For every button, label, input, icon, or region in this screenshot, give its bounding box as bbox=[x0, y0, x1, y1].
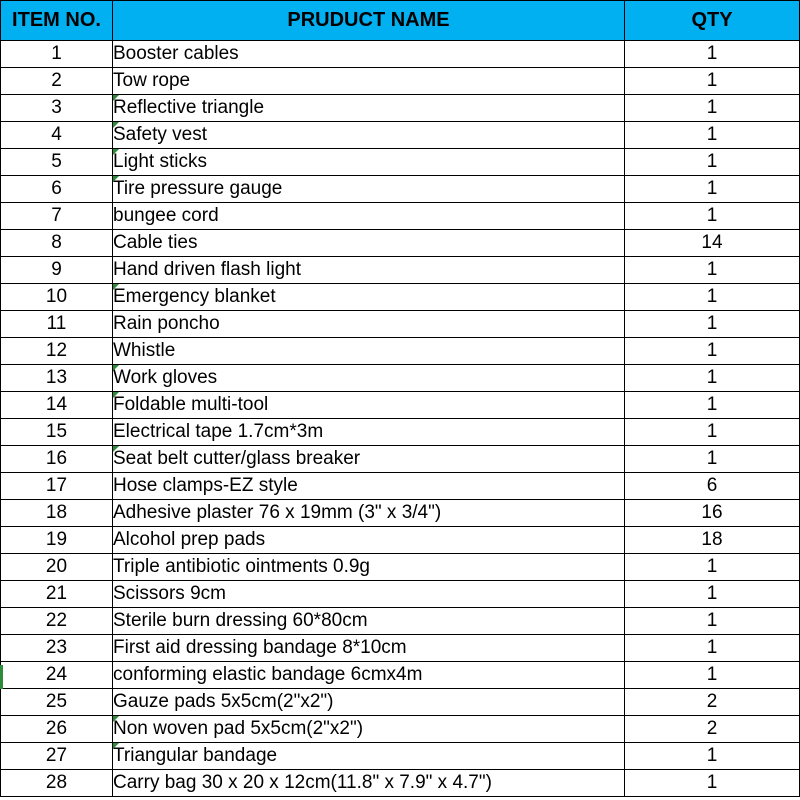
product-name-cell[interactable] bbox=[113, 446, 625, 473]
item-number-cell[interactable]: 9 bbox=[1, 257, 113, 284]
item-number-cell[interactable]: 1 bbox=[1, 41, 113, 68]
cell-note-indicator-icon bbox=[113, 149, 119, 155]
cell-note-indicator-icon bbox=[113, 743, 119, 749]
product-name-text: Reflective triangle bbox=[113, 97, 265, 118]
table-row bbox=[1, 743, 800, 770]
product-name-text: Triple antibiotic ointments 0.9g bbox=[113, 556, 370, 577]
quantity-cell[interactable]: 1 bbox=[625, 257, 800, 284]
product-name-text: Carry bag 30 x 20 x 12cm(11.8" x 7.9" x 4.7") bbox=[113, 772, 492, 793]
product-name-cell[interactable] bbox=[113, 527, 625, 554]
item-number-cell[interactable]: 16 bbox=[1, 446, 113, 473]
item-number-cell[interactable]: 10 bbox=[1, 284, 113, 311]
item-number-cell[interactable]: 13 bbox=[1, 365, 113, 392]
product-name-text: Emergency blanket bbox=[113, 286, 276, 307]
product-name-cell[interactable] bbox=[113, 149, 625, 176]
product-name-cell[interactable] bbox=[113, 203, 625, 230]
item-number-cell[interactable]: 7 bbox=[1, 203, 113, 230]
table-row bbox=[1, 419, 800, 446]
item-number-cell[interactable]: 8 bbox=[1, 230, 113, 257]
table-row bbox=[1, 689, 800, 716]
row-edge-marker bbox=[0, 665, 3, 689]
quantity-cell[interactable]: 1 bbox=[625, 311, 800, 338]
table-row bbox=[1, 662, 800, 689]
table-row bbox=[1, 473, 800, 500]
quantity-cell[interactable]: 14 bbox=[625, 230, 800, 257]
quantity-cell[interactable]: 1 bbox=[625, 581, 800, 608]
item-number-cell[interactable]: 27 bbox=[1, 743, 113, 770]
item-number-cell[interactable]: 19 bbox=[1, 527, 113, 554]
table-row bbox=[1, 338, 800, 365]
table-row bbox=[1, 716, 800, 743]
item-number-cell[interactable]: 26 bbox=[1, 716, 113, 743]
product-name-cell[interactable] bbox=[113, 581, 625, 608]
header-item-no[interactable]: ITEM NO. bbox=[1, 1, 113, 41]
quantity-cell[interactable]: 1 bbox=[625, 419, 800, 446]
product-name-cell[interactable] bbox=[113, 500, 625, 527]
product-name-text: Adhesive plaster 76 x 19mm (3" x 3/4") bbox=[113, 502, 442, 523]
table-row bbox=[1, 527, 800, 554]
cell-note-indicator-icon bbox=[113, 446, 119, 452]
product-name-cell[interactable] bbox=[113, 176, 625, 203]
item-number-cell[interactable]: 25 bbox=[1, 689, 113, 716]
table-row bbox=[1, 122, 800, 149]
product-name-cell[interactable] bbox=[113, 716, 625, 743]
quantity-cell[interactable]: 6 bbox=[625, 473, 800, 500]
product-name-text: conforming elastic bandage 6cmx4m bbox=[113, 664, 423, 685]
product-name-cell[interactable] bbox=[113, 311, 625, 338]
product-name-cell[interactable] bbox=[113, 770, 625, 797]
cell-note-indicator-icon bbox=[113, 392, 119, 398]
product-name-cell[interactable] bbox=[113, 392, 625, 419]
product-name-text: First aid dressing bandage 8*10cm bbox=[113, 637, 407, 658]
product-name-cell[interactable] bbox=[113, 284, 625, 311]
table-row bbox=[1, 446, 800, 473]
quantity-cell[interactable]: 1 bbox=[625, 446, 800, 473]
table-row bbox=[1, 230, 800, 257]
cell-note-indicator-icon bbox=[113, 176, 119, 182]
quantity-cell[interactable]: 1 bbox=[625, 662, 800, 689]
product-name-text: Light sticks bbox=[113, 151, 207, 172]
item-number-cell[interactable]: 23 bbox=[1, 635, 113, 662]
product-name-cell[interactable] bbox=[113, 635, 625, 662]
table-row bbox=[1, 554, 800, 581]
product-name-text: Whistle bbox=[113, 340, 176, 361]
quantity-cell[interactable]: 2 bbox=[625, 716, 800, 743]
table-body bbox=[1, 41, 800, 797]
quantity-cell[interactable]: 1 bbox=[625, 176, 800, 203]
product-name-text: bungee cord bbox=[113, 205, 219, 226]
product-name-cell[interactable] bbox=[113, 257, 625, 284]
quantity-cell[interactable]: 1 bbox=[625, 41, 800, 68]
table-row bbox=[1, 500, 800, 527]
product-name-cell[interactable] bbox=[113, 473, 625, 500]
header-product-name[interactable]: PRUDUCT NAME bbox=[113, 1, 625, 41]
product-name-text: Triangular bandage bbox=[113, 745, 278, 766]
product-name-cell[interactable] bbox=[113, 365, 625, 392]
item-number-cell[interactable]: 3 bbox=[1, 95, 113, 122]
quantity-cell[interactable]: 1 bbox=[625, 554, 800, 581]
quantity-cell[interactable]: 1 bbox=[625, 122, 800, 149]
table-row bbox=[1, 41, 800, 68]
quantity-cell[interactable]: 1 bbox=[625, 392, 800, 419]
product-name-text: Work gloves bbox=[113, 367, 218, 388]
quantity-cell[interactable]: 1 bbox=[625, 149, 800, 176]
quantity-cell[interactable]: 1 bbox=[625, 203, 800, 230]
product-name-text: Hand driven flash light bbox=[113, 259, 301, 280]
table-row bbox=[1, 392, 800, 419]
table-row bbox=[1, 635, 800, 662]
table-row bbox=[1, 770, 800, 797]
product-name-text: Rain poncho bbox=[113, 313, 220, 334]
product-name-text: Sterile burn dressing 60*80cm bbox=[113, 610, 368, 631]
product-name-cell[interactable] bbox=[113, 95, 625, 122]
item-number-cell[interactable]: 28 bbox=[1, 770, 113, 797]
table-row bbox=[1, 95, 800, 122]
cell-note-indicator-icon bbox=[113, 365, 119, 371]
product-name-cell[interactable] bbox=[113, 68, 625, 95]
item-number-cell[interactable]: 6 bbox=[1, 176, 113, 203]
table-row bbox=[1, 68, 800, 95]
quantity-cell[interactable]: 18 bbox=[625, 527, 800, 554]
item-number-cell[interactable]: 21 bbox=[1, 581, 113, 608]
table-header bbox=[1, 1, 800, 41]
quantity-cell[interactable]: 1 bbox=[625, 95, 800, 122]
quantity-cell[interactable]: 1 bbox=[625, 635, 800, 662]
header-qty[interactable]: QTY bbox=[625, 1, 800, 41]
quantity-cell[interactable]: 1 bbox=[625, 338, 800, 365]
product-name-cell[interactable] bbox=[113, 41, 625, 68]
product-name-text: Scissors 9cm bbox=[113, 583, 226, 604]
product-name-cell[interactable] bbox=[113, 419, 625, 446]
cell-note-indicator-icon bbox=[113, 284, 119, 290]
product-name-text: Electrical tape 1.7cm*3m bbox=[113, 421, 324, 442]
product-name-text: Gauze pads 5x5cm(2"x2") bbox=[113, 691, 334, 712]
item-number-cell[interactable]: 20 bbox=[1, 554, 113, 581]
product-name-cell[interactable] bbox=[113, 662, 625, 689]
product-name-cell[interactable] bbox=[113, 554, 625, 581]
product-name-text: Tire pressure gauge bbox=[113, 178, 283, 199]
product-name-text: Booster cables bbox=[113, 43, 239, 64]
quantity-cell[interactable]: 1 bbox=[625, 68, 800, 95]
product-name-cell[interactable] bbox=[113, 122, 625, 149]
table-row bbox=[1, 311, 800, 338]
table-row bbox=[1, 203, 800, 230]
product-name-text: Non woven pad 5x5cm(2"x2") bbox=[113, 718, 364, 739]
quantity-cell[interactable]: 1 bbox=[625, 365, 800, 392]
product-name-cell[interactable] bbox=[113, 743, 625, 770]
cell-note-indicator-icon bbox=[113, 122, 119, 128]
item-number-cell[interactable]: 11 bbox=[1, 311, 113, 338]
product-name-cell[interactable] bbox=[113, 230, 625, 257]
table-row bbox=[1, 581, 800, 608]
product-name-text: Alcohol prep pads bbox=[113, 529, 266, 550]
table-row bbox=[1, 257, 800, 284]
product-name-text: Safety vest bbox=[113, 124, 207, 145]
product-name-text: Seat belt cutter/glass breaker bbox=[113, 448, 361, 469]
quantity-cell[interactable]: 1 bbox=[625, 284, 800, 311]
item-number-cell[interactable]: 18 bbox=[1, 500, 113, 527]
table-row bbox=[1, 284, 800, 311]
table-row bbox=[1, 365, 800, 392]
item-number-cell[interactable]: 2 bbox=[1, 68, 113, 95]
product-name-cell[interactable] bbox=[113, 338, 625, 365]
product-name-text: Tow rope bbox=[113, 70, 191, 91]
item-number-cell[interactable]: 17 bbox=[1, 473, 113, 500]
item-number-cell[interactable]: 24 bbox=[1, 662, 113, 689]
cell-note-indicator-icon bbox=[113, 95, 119, 101]
quantity-cell[interactable]: 2 bbox=[625, 689, 800, 716]
header-row bbox=[1, 1, 800, 41]
product-name-text: Foldable multi-tool bbox=[113, 394, 269, 415]
table-row bbox=[1, 176, 800, 203]
item-number-cell[interactable]: 14 bbox=[1, 392, 113, 419]
quantity-cell[interactable]: 1 bbox=[625, 743, 800, 770]
quantity-cell[interactable]: 1 bbox=[625, 770, 800, 797]
product-name-cell[interactable] bbox=[113, 608, 625, 635]
product-name-text: Hose clamps-EZ style bbox=[113, 475, 298, 496]
item-number-cell[interactable]: 15 bbox=[1, 419, 113, 446]
cell-note-indicator-icon bbox=[113, 716, 119, 722]
item-number-cell[interactable]: 5 bbox=[1, 149, 113, 176]
item-number-cell[interactable]: 22 bbox=[1, 608, 113, 635]
table-row bbox=[1, 149, 800, 176]
product-name-cell[interactable] bbox=[113, 689, 625, 716]
quantity-cell[interactable]: 16 bbox=[625, 500, 800, 527]
table-row bbox=[1, 608, 800, 635]
item-number-cell[interactable]: 4 bbox=[1, 122, 113, 149]
product-name-text: Cable ties bbox=[113, 232, 198, 253]
item-number-cell[interactable]: 12 bbox=[1, 338, 113, 365]
quantity-cell[interactable]: 1 bbox=[625, 608, 800, 635]
